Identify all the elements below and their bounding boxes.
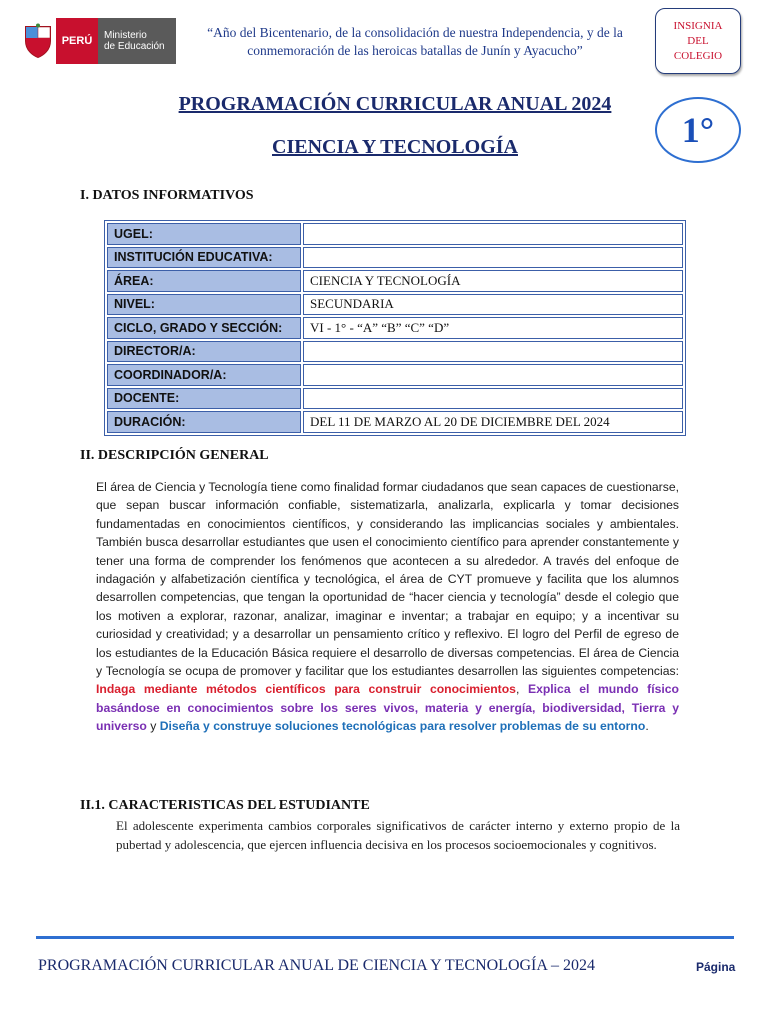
table-row [107, 270, 683, 292]
row-label: UGEL: [107, 223, 301, 245]
row-label: DIRECTOR/A: [107, 341, 301, 363]
description-text: El área de Ciencia y Tecnología tiene como finalidad formar ciudadanos que sean capaces de cuestionarse, que sepan buscar información confiable, sistematizarla, analizarla, explicarla y tomar decisiones fundamentadas en conocimientos científicos, y considerando las implicancias sociales y ambientales. También busca desarrollar estudiantes que usen el conocimiento científico para aprender constantemente y tener una forma de comprender los fenómenos que acontecen a su alrededor. A través del enfoque de indagación y alfabetización científica y tecnológica, el área de CYT promueve y facilita que los alumnos desarrollen competencias, que tengan la oportunidad de “hacer ciencia y tecnología” desde el colegio que los motiven a explorar, razonar, analizar, imaginar e inventar; a trabajar en equipo; y a incentivar su curiosidad y creatividad; y a desarrollar un pensamiento crítico y reflexivo. El logro del Perfil de egreso de los estudiantes de la Educación Básica requiere el desarrollo de diversas competencias. El área de Ciencia y Tecnología se ocupa de promover y facilitar que los estudiantes desarrollen las siguientes competencias: [96, 480, 679, 679]
logo-country-label: PERÚ [56, 18, 98, 64]
row-value: VI - 1° - “A” “B” “C” “D” [303, 317, 683, 339]
table-row [107, 223, 683, 245]
row-value: CIENCIA Y TECNOLOGÍA [303, 270, 683, 292]
table-row [107, 411, 683, 433]
document-title: PROGRAMACIÓN CURRICULAR ANUAL 2024 [178, 93, 612, 115]
document-subtitle: CIENCIA Y TECNOLOGÍA [272, 136, 518, 158]
footer-title: PROGRAMACIÓN CURRICULAR ANUAL DE CIENCIA Y TECNOLOGÍA – 2024 [38, 957, 596, 974]
row-value: DEL 11 DE MARZO AL 20 DE DICIEMBRE DEL 2024 [303, 411, 683, 433]
section-heading-datos: I. DATOS INFORMATIVOS [80, 188, 254, 203]
row-value [303, 247, 683, 269]
student-characteristics-paragraph: El adolescente experimenta cambios corporales significativos de carácter interno y externo propio de la pubertad y adolescencia, que ejercen influencia decisiva en los procesos socioemocionales y cognitivos. [116, 818, 680, 852]
row-label: ÁREA: [107, 270, 301, 292]
school-insignia-box: INSIGNIA DEL COLEGIO [655, 8, 741, 74]
description-paragraph [96, 478, 679, 736]
year-motto: “Año del Bicentenario, de la consolidación de nuestra Independencia, y de la conmemoración de las heroicas batallas de Junín y Ayacucho” [207, 25, 623, 58]
footer-page-label: Página [696, 960, 736, 974]
row-value [303, 223, 683, 245]
row-value: SECUNDARIA [303, 294, 683, 316]
peru-coat-of-arms-icon [20, 18, 56, 64]
row-label: NIVEL: [107, 294, 301, 316]
end-punctuation: . [645, 719, 649, 734]
row-label: DOCENTE: [107, 388, 301, 410]
footer-divider [36, 936, 734, 939]
section-heading-descripcion: II. DESCRIPCIÓN GENERAL [80, 448, 269, 463]
competency-indaga: Indaga mediante métodos científicos para construir conocimientos [96, 682, 516, 697]
table-row [107, 247, 683, 269]
row-value [303, 341, 683, 363]
competency-disena: Diseña y construye soluciones tecnológicas para resolver problemas de su entorno [159, 719, 646, 734]
table-row [107, 388, 683, 410]
table-row [107, 317, 683, 339]
separator-text: , [515, 682, 528, 697]
table-row [107, 364, 683, 386]
row-label: DURACIÓN: [107, 411, 301, 433]
minedu-logo [20, 18, 176, 64]
table-row [107, 294, 683, 316]
section-heading-caracteristicas: II.1. CARACTERISTICAS DEL ESTUDIANTE [80, 798, 370, 813]
datos-informativos-table [104, 220, 686, 436]
row-label: INSTITUCIÓN EDUCATIVA: [107, 247, 301, 269]
separator-text: y [146, 719, 160, 734]
table-row [107, 341, 683, 363]
row-value [303, 364, 683, 386]
grade-badge: 1° [655, 97, 741, 163]
row-label: COORDINADOR/A: [107, 364, 301, 386]
competency-explica: Explica el mundo físico basándose en conocimientos sobre los seres vivos, materia y energía, biodiversidad, Tierra y universo [96, 682, 679, 734]
logo-ministry-label: Ministerio de Educación [98, 18, 176, 64]
row-value [303, 388, 683, 410]
row-label: CICLO, GRADO Y SECCIÓN: [107, 317, 301, 339]
